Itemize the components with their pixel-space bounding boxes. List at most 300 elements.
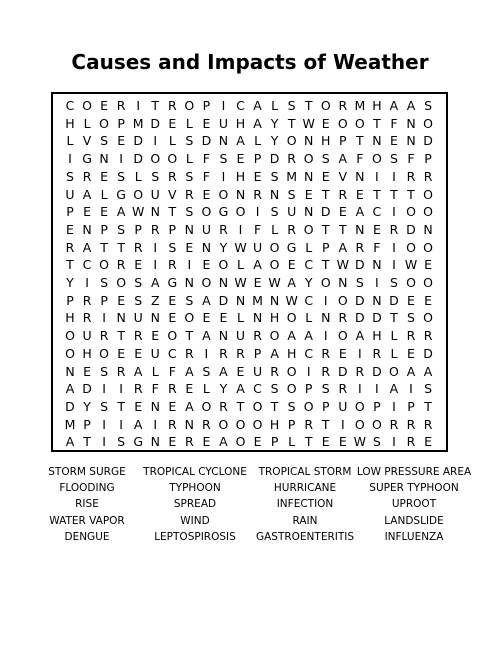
grid-letter: L: [305, 310, 313, 326]
grid-letter: W: [234, 239, 247, 255]
grid-letter: O: [423, 310, 433, 326]
grid-letter: D: [355, 257, 365, 273]
grid-letter: S: [168, 239, 177, 255]
grid-letter: A: [304, 328, 313, 344]
grid-letter: E: [287, 257, 296, 273]
grid-letter: T: [390, 186, 398, 202]
grid-letter: S: [287, 398, 296, 414]
grid-row: [53, 203, 446, 221]
grid-letter: O: [167, 151, 178, 167]
grid-letter: O: [65, 328, 75, 344]
grid-letter: E: [407, 292, 415, 308]
grid-letter: N: [201, 239, 212, 255]
grid-letter: N: [321, 310, 331, 326]
grid-letter: G: [218, 204, 229, 220]
grid-letter: E: [236, 363, 245, 379]
grid-letter: I: [323, 292, 328, 308]
grid-letter: W: [285, 292, 298, 308]
grid-letter: C: [304, 345, 314, 361]
grid-letter: E: [100, 98, 109, 113]
grid-letter: T: [168, 204, 177, 220]
grid-letter: R: [338, 310, 348, 326]
grid-letter: G: [116, 186, 126, 202]
grid-letter: H: [372, 328, 382, 344]
grid-letter: T: [321, 221, 330, 237]
grid-letter: N: [406, 133, 416, 149]
word-list-row: [30, 513, 490, 529]
grid-letter: M: [286, 168, 298, 184]
grid-letter: T: [185, 328, 194, 344]
grid-letter: R: [423, 328, 433, 344]
grid-letter: O: [320, 98, 331, 113]
grid-letter: W: [336, 257, 349, 273]
grid-row: [53, 115, 446, 133]
grid-letter: S: [100, 275, 109, 290]
grid-letter: O: [167, 328, 178, 344]
grid-letter: S: [185, 168, 194, 184]
grid-letter: L: [134, 168, 142, 184]
grid-letter: P: [407, 398, 415, 414]
grid-letter: R: [150, 221, 160, 237]
grid-letter: C: [304, 257, 314, 273]
grid-letter: R: [116, 363, 126, 379]
grid-letter: E: [202, 115, 211, 131]
grid-letter: H: [269, 310, 280, 326]
grid-letter: R: [338, 381, 348, 397]
grid-letter: P: [270, 434, 279, 450]
grid-letter: O: [133, 186, 144, 202]
grid-letter: E: [117, 133, 126, 149]
grid-letter: R: [167, 168, 177, 184]
grid-letter: S: [389, 275, 398, 290]
grid-letter: O: [218, 416, 229, 432]
grid-letter: V: [82, 133, 92, 149]
grid-letter: R: [219, 398, 228, 414]
grid-letter: T: [373, 115, 381, 131]
grid-letter: A: [423, 363, 433, 379]
grid-letter: A: [219, 434, 228, 450]
grid-letter: G: [82, 151, 92, 167]
grid-letter: N: [406, 115, 416, 131]
grid-letter: O: [371, 151, 382, 167]
grid-letter: A: [185, 398, 194, 414]
word-list-row: [30, 480, 490, 496]
word-list-row: [30, 464, 490, 480]
word-list-item: DENGUE: [64, 530, 110, 543]
grid-letter: D: [150, 115, 161, 131]
grid-letter: R: [406, 434, 416, 450]
grid-letter: N: [235, 186, 246, 202]
grid-letter: A: [133, 416, 143, 432]
grid-letter: N: [184, 416, 195, 432]
grid-letter: O: [389, 363, 399, 379]
grid-letter: O: [235, 204, 246, 220]
grid-letter: R: [219, 221, 228, 237]
grid-letter: O: [423, 115, 433, 131]
grid-letter: P: [321, 398, 330, 414]
grid-letter: P: [339, 133, 347, 149]
letter-grid: [51, 92, 448, 452]
grid-letter: E: [304, 186, 313, 202]
grid-letter: I: [221, 98, 226, 113]
grid-letter: O: [201, 398, 212, 414]
grid-letter: W: [353, 434, 367, 450]
grid-letter: I: [187, 257, 192, 273]
grid-letter: G: [133, 434, 144, 450]
grid-letter: O: [82, 98, 92, 113]
grid-letter: A: [253, 257, 262, 273]
grid-letter: L: [66, 133, 74, 149]
grid-letter: R: [202, 416, 211, 432]
grid-letter: O: [286, 363, 297, 379]
word-list-item: TYPHOON: [169, 482, 221, 495]
grid-letter: R: [372, 345, 382, 361]
grid-letter: D: [372, 310, 382, 326]
grid-letter: N: [252, 310, 263, 326]
word-list-item: STORM SURGE: [48, 466, 126, 478]
grid-letter: A: [287, 275, 296, 290]
grid-letter: O: [406, 239, 416, 255]
grid-letter: T: [236, 398, 245, 414]
grid-letter: E: [219, 310, 228, 326]
grid-letter: R: [304, 416, 314, 432]
grid-letter: R: [167, 257, 177, 273]
grid-letter: O: [286, 310, 297, 326]
grid-letter: S: [287, 186, 296, 202]
grid-letter: M: [132, 115, 144, 131]
grid-letter: R: [355, 363, 365, 379]
grid-letter: I: [323, 328, 328, 344]
grid-letter: A: [202, 292, 211, 308]
grid-letter: I: [119, 381, 123, 397]
word-list-item: LEPTOSPIROSIS: [154, 530, 236, 543]
grid-letter: R: [82, 292, 92, 308]
grid-letter: S: [100, 363, 109, 379]
grid-letter: A: [236, 381, 245, 397]
grid-letter: S: [389, 151, 398, 167]
grid-letter: R: [185, 345, 194, 361]
grid-letter: H: [372, 98, 382, 113]
grid-letter: L: [168, 133, 176, 149]
grid-letter: H: [82, 345, 92, 361]
grid-letter: L: [151, 363, 159, 379]
grid-letter: O: [269, 239, 280, 255]
grid-letter: T: [373, 186, 381, 202]
grid-letter: A: [355, 328, 365, 344]
grid-letter: P: [117, 115, 125, 131]
word-list-item: FLOODING: [59, 482, 115, 495]
grid-letter: L: [305, 239, 313, 255]
grid-letter: D: [201, 133, 212, 149]
grid-letter: T: [321, 257, 330, 273]
grid-letter: S: [424, 98, 433, 113]
grid-letter: L: [254, 133, 262, 149]
grid-letter: U: [150, 345, 160, 361]
grid-letter: S: [407, 310, 415, 326]
grid-letter: D: [133, 151, 143, 167]
grid-letter: R: [116, 257, 126, 273]
grid-letter: I: [85, 275, 89, 290]
grid-letter: P: [424, 151, 432, 167]
grid-letter: I: [375, 168, 379, 184]
grid-letter: E: [389, 133, 398, 149]
grid-letter: N: [372, 133, 382, 149]
grid-letter: C: [65, 98, 75, 113]
grid-letter: L: [271, 98, 279, 113]
grid-letter: N: [355, 221, 365, 237]
grid-letter: T: [321, 416, 330, 432]
grid-letter: S: [151, 168, 160, 184]
grid-letter: T: [117, 328, 125, 344]
grid-letter: T: [390, 310, 398, 326]
grid-letter: L: [202, 381, 210, 397]
grid-letter: D: [133, 133, 143, 149]
grid-letter: I: [358, 345, 362, 361]
grid-letter: D: [65, 398, 75, 414]
word-list-item: GASTROENTERITIS: [255, 530, 355, 543]
grid-letter: W: [234, 275, 247, 290]
word-list-item: LANDSLIDE: [384, 514, 444, 527]
word-list-item: INFLUENZA: [384, 530, 444, 543]
grid-letter: O: [406, 275, 416, 290]
grid-letter: R: [167, 416, 177, 432]
grid-letter: W: [302, 115, 315, 131]
grid-letter: O: [423, 275, 433, 290]
grid-letter: E: [236, 151, 245, 167]
grid-letter: S: [117, 434, 126, 450]
grid-letter: U: [218, 115, 229, 131]
grid-letter: R: [133, 239, 143, 255]
grid-letter: O: [337, 115, 348, 131]
grid-letter: O: [201, 204, 212, 220]
grid-letter: P: [168, 221, 177, 237]
grid-letter: A: [133, 363, 143, 379]
grid-letter: O: [269, 328, 280, 344]
word-list-item: RAIN: [292, 514, 318, 527]
grid-row: [53, 274, 446, 292]
grid-letter: T: [287, 115, 296, 131]
grid-letter: A: [406, 98, 416, 113]
grid-letter: Z: [150, 292, 160, 308]
grid-letter: R: [338, 98, 348, 113]
grid-letter: M: [252, 292, 263, 308]
grid-letter: R: [338, 186, 348, 202]
grid-letter: E: [338, 345, 347, 361]
grid-row: [53, 433, 446, 451]
grid-letter: S: [287, 98, 296, 113]
grid-letter: D: [423, 133, 433, 149]
grid-letter: R: [167, 381, 177, 397]
grid-letter: F: [202, 151, 210, 167]
grid-letter: Y: [304, 275, 313, 290]
grid-letter: U: [201, 221, 211, 237]
grid-letter: L: [83, 115, 91, 131]
grid-letter: N: [218, 328, 229, 344]
grid-letter: I: [358, 381, 362, 397]
grid-letter: R: [116, 98, 126, 113]
grid-letter: I: [102, 434, 106, 450]
grid-letter: O: [218, 186, 229, 202]
grid-letter: T: [270, 398, 279, 414]
grid-letter: S: [321, 381, 330, 397]
grid-letter: E: [202, 434, 211, 450]
grid-letter: N: [269, 186, 280, 202]
grid-row: [53, 150, 446, 168]
grid-letter: H: [269, 416, 280, 432]
grid-letter: E: [355, 186, 364, 202]
grid-row: [53, 186, 446, 204]
grid-letter: O: [184, 310, 195, 326]
grid-letter: T: [304, 98, 313, 113]
grid-letter: H: [65, 310, 75, 326]
grid-letter: N: [423, 221, 433, 237]
grid-letter: S: [321, 151, 330, 167]
grid-letter: O: [303, 151, 314, 167]
grid-letter: F: [407, 151, 415, 167]
grid-letter: C: [167, 345, 177, 361]
grid-letter: N: [150, 310, 160, 326]
grid-letter: P: [304, 381, 313, 397]
grid-letter: I: [204, 345, 209, 361]
grid-letter: A: [219, 363, 228, 379]
grid-letter: O: [303, 221, 314, 237]
grid-letter: A: [65, 381, 75, 397]
grid-letter: I: [136, 98, 141, 113]
grid-letter: P: [253, 151, 262, 167]
grid-letter: E: [253, 275, 262, 290]
grid-letter: O: [286, 133, 297, 149]
grid-letter: T: [117, 398, 125, 414]
grid-letter: O: [303, 398, 314, 414]
grid-letter: A: [338, 151, 348, 167]
grid-letter: R: [82, 168, 92, 184]
grid-letter: F: [373, 239, 381, 255]
word-list-row: [30, 529, 490, 545]
grid-letter: O: [99, 345, 110, 361]
grid-letter: S: [424, 381, 433, 397]
grid-letter: P: [134, 221, 142, 237]
grid-letter: R: [99, 328, 109, 344]
grid-letter: M: [64, 416, 76, 432]
grid-letter: P: [66, 292, 74, 308]
grid-letter: E: [321, 168, 330, 184]
grid-letter: C: [304, 292, 314, 308]
grid-letter: A: [82, 186, 92, 202]
grid-letter: T: [407, 186, 415, 202]
grid-letter: I: [392, 398, 396, 414]
grid-letter: F: [151, 381, 159, 397]
grid-letter: O: [65, 345, 75, 361]
grid-row: [53, 416, 446, 434]
grid-letter: D: [406, 221, 416, 237]
grid-row: [53, 221, 446, 239]
grid-letter: E: [338, 204, 347, 220]
grid-letter: P: [321, 239, 330, 255]
grid-letter: I: [375, 275, 379, 290]
grid-letter: R: [270, 363, 279, 379]
grid-letter: I: [392, 257, 396, 273]
grid-letter: D: [355, 310, 365, 326]
word-list-item: TROPICAL CYCLONE: [143, 466, 247, 478]
grid-letter: E: [338, 434, 347, 450]
grid-letter: E: [321, 434, 330, 450]
grid-letter: O: [269, 257, 280, 273]
grid-letter: A: [65, 434, 75, 450]
grid-letter: R: [321, 363, 331, 379]
grid-letter: A: [287, 328, 296, 344]
grid-letter: R: [287, 151, 296, 167]
grid-letter: N: [82, 221, 92, 237]
grid-letter: A: [82, 239, 92, 255]
grid-letter: S: [66, 168, 74, 184]
grid-letter: L: [390, 345, 398, 361]
grid-letter: D: [320, 204, 331, 220]
grid-letter: E: [424, 434, 432, 450]
word-list-item: SUPER TYPHOON: [369, 482, 459, 495]
grid-letter: U: [82, 328, 92, 344]
grid-letter: A: [253, 115, 262, 131]
grid-letter: S: [202, 363, 211, 379]
grid-letter: I: [340, 416, 345, 432]
grid-row: [53, 168, 446, 186]
grid-letter: E: [83, 363, 91, 379]
grid-letter: R: [406, 328, 416, 344]
grid-letter: U: [235, 328, 246, 344]
grid-letter: O: [235, 416, 246, 432]
grid-letter: S: [185, 292, 194, 308]
grid-letter: I: [102, 310, 106, 326]
grid-letter: E: [134, 257, 143, 273]
grid-letter: O: [354, 398, 365, 414]
grid-letter: P: [202, 98, 211, 113]
grid-letter: I: [392, 434, 396, 450]
grid-row: [53, 309, 446, 327]
grid-letter: O: [406, 204, 416, 220]
grid-letter: P: [100, 221, 108, 237]
grid-letter: T: [356, 133, 364, 149]
grid-letter: E: [424, 257, 432, 273]
grid-letter: R: [287, 221, 296, 237]
grid-letter: A: [236, 133, 245, 149]
grid-letter: O: [286, 381, 297, 397]
grid-letter: Y: [83, 398, 91, 414]
grid-letter: L: [271, 221, 279, 237]
grid-letter: U: [287, 204, 297, 220]
grid-letter: O: [423, 204, 433, 220]
grid-letter: I: [119, 151, 123, 167]
grid-letter: Y: [219, 381, 228, 397]
grid-letter: E: [202, 257, 211, 273]
grid-letter: R: [389, 416, 399, 432]
grid-letter: U: [252, 239, 263, 255]
grid-letter: O: [337, 328, 348, 344]
grid-letter: H: [235, 168, 246, 184]
grid-letter: F: [202, 168, 210, 184]
grid-letter: N: [218, 133, 229, 149]
grid-letter: T: [100, 239, 108, 255]
grid-letter: N: [235, 292, 246, 308]
grid-letter: S: [185, 204, 194, 220]
grid-letter: E: [168, 434, 177, 450]
grid-letter: E: [117, 292, 126, 308]
grid-letter: R: [133, 328, 143, 344]
grid-letter: R: [321, 345, 331, 361]
grid-letter: L: [237, 257, 244, 273]
grid-letter: O: [150, 151, 161, 167]
grid-letter: E: [185, 239, 194, 255]
grid-letter: E: [168, 292, 177, 308]
grid-letter: L: [237, 310, 244, 326]
